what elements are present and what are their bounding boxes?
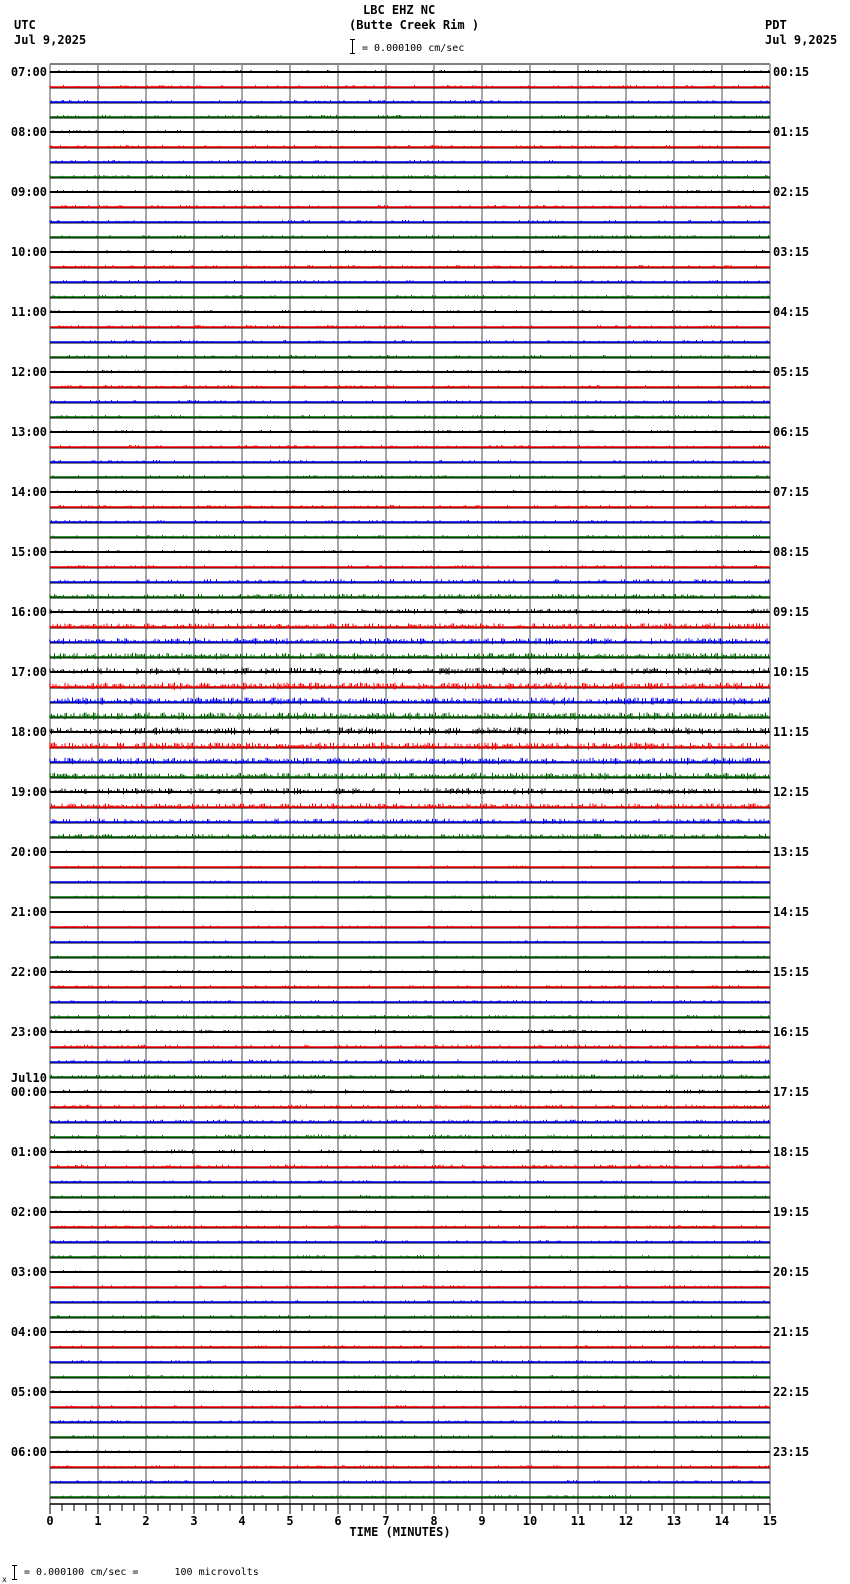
x-tick-label: 2 bbox=[142, 1514, 150, 1528]
utc-hour-label: 14:00 bbox=[10, 485, 47, 499]
utc-hour-label: 15:00 bbox=[10, 545, 47, 559]
x-tick-label: 7 bbox=[382, 1514, 390, 1528]
pdt-hour-label: 08:15 bbox=[773, 545, 810, 559]
x-axis-title: TIME (MINUTES) bbox=[349, 1525, 451, 1539]
scale-text: = 0.000100 cm/sec bbox=[362, 43, 465, 54]
pdt-hour-label: 04:15 bbox=[773, 305, 810, 319]
pdt-hour-label: 01:15 bbox=[773, 125, 810, 139]
trace-noise bbox=[50, 683, 769, 690]
utc-hour-label: 12:00 bbox=[10, 365, 47, 379]
x-tick-label: 12 bbox=[618, 1514, 634, 1528]
pdt-hour-label: 18:15 bbox=[773, 1145, 810, 1159]
left-timezone: UTC bbox=[14, 18, 36, 32]
x-tick-label: 14 bbox=[714, 1514, 730, 1528]
utc-hour-label: 20:00 bbox=[10, 845, 47, 859]
utc-hour-label: 21:00 bbox=[10, 905, 47, 919]
pdt-hour-label: 07:15 bbox=[773, 485, 810, 499]
pdt-hour-label: 13:15 bbox=[773, 845, 810, 859]
pdt-hour-label: 00:15 bbox=[773, 65, 810, 79]
utc-hour-label: 01:00 bbox=[10, 1145, 47, 1159]
utc-hour-label: 06:00 bbox=[10, 1445, 47, 1459]
x-tick-label: 10 bbox=[522, 1514, 538, 1528]
pdt-hour-label: 06:15 bbox=[773, 425, 810, 439]
footer-scale-bar-icon bbox=[12, 1565, 17, 1580]
utc-hour-label: 09:00 bbox=[10, 185, 47, 199]
x-tick-label: 15 bbox=[762, 1514, 778, 1528]
x-tick-label: 8 bbox=[430, 1514, 438, 1528]
pdt-hour-label: 23:15 bbox=[773, 1445, 810, 1459]
x-tick-label: 6 bbox=[334, 1514, 342, 1528]
x-tick-label: 4 bbox=[238, 1514, 246, 1528]
utc-hour-label: 07:00 bbox=[10, 65, 47, 79]
pdt-hour-label: 20:15 bbox=[773, 1265, 810, 1279]
utc-hour-label: 22:00 bbox=[10, 965, 47, 979]
utc-hour-label: 05:00 bbox=[10, 1385, 47, 1399]
footer-prefix: x bbox=[2, 1575, 7, 1584]
utc-hour-label: 11:00 bbox=[10, 305, 47, 319]
pdt-hour-label: 10:15 bbox=[773, 665, 810, 679]
pdt-hour-label: 17:15 bbox=[773, 1085, 810, 1099]
pdt-hour-label: 21:15 bbox=[773, 1325, 810, 1339]
pdt-hour-label: 15:15 bbox=[773, 965, 810, 979]
pdt-hour-label: 09:15 bbox=[773, 605, 810, 619]
x-tick-label: 1 bbox=[94, 1514, 102, 1528]
trace-noise bbox=[55, 697, 769, 704]
pdt-hour-label: 14:15 bbox=[773, 905, 810, 919]
x-tick-label: 13 bbox=[666, 1514, 682, 1528]
trace-noise bbox=[50, 712, 767, 719]
date-change-label: Jul10 bbox=[10, 1071, 47, 1085]
pdt-hour-label: 05:15 bbox=[773, 365, 810, 379]
utc-hour-label: 19:00 bbox=[10, 785, 47, 799]
right-timezone: PDT bbox=[765, 18, 787, 32]
pdt-hour-label: 22:15 bbox=[773, 1385, 810, 1399]
utc-hour-label: 04:00 bbox=[10, 1325, 47, 1339]
utc-hour-label: 00:00 bbox=[10, 1085, 47, 1099]
utc-hour-label: 02:00 bbox=[10, 1205, 47, 1219]
pdt-hour-label: 19:15 bbox=[773, 1205, 810, 1219]
pdt-hour-label: 16:15 bbox=[773, 1025, 810, 1039]
utc-hour-label: 18:00 bbox=[10, 725, 47, 739]
pdt-hour-label: 11:15 bbox=[773, 725, 810, 739]
utc-hour-label: 13:00 bbox=[10, 425, 47, 439]
x-tick-label: 3 bbox=[190, 1514, 198, 1528]
right-date: Jul 9,2025 bbox=[765, 33, 838, 47]
utc-hour-label: 16:00 bbox=[10, 605, 47, 619]
left-date: Jul 9,2025 bbox=[14, 33, 87, 47]
x-tick-label: 9 bbox=[478, 1514, 486, 1528]
pdt-hour-label: 03:15 bbox=[773, 245, 810, 259]
pdt-hour-label: 12:15 bbox=[773, 785, 810, 799]
utc-hour-label: 17:00 bbox=[10, 665, 47, 679]
trace-noise bbox=[50, 743, 767, 750]
x-tick-label: 11 bbox=[570, 1514, 586, 1528]
utc-hour-label: 03:00 bbox=[10, 1265, 47, 1279]
trace-noise bbox=[50, 758, 769, 765]
x-tick-label: 5 bbox=[286, 1514, 294, 1528]
station-title: LBC EHZ NC bbox=[363, 3, 436, 17]
utc-hour-label: 10:00 bbox=[10, 245, 47, 259]
x-tick-label: 0 bbox=[46, 1514, 54, 1528]
utc-hour-label: 08:00 bbox=[10, 125, 47, 139]
station-name: (Butte Creek Rim ) bbox=[349, 18, 480, 32]
footer-scale-text: = 0.000100 cm/sec = 100 microvolts bbox=[24, 1567, 259, 1578]
pdt-hour-label: 02:15 bbox=[773, 185, 810, 199]
utc-hour-label: 23:00 bbox=[10, 1025, 47, 1039]
